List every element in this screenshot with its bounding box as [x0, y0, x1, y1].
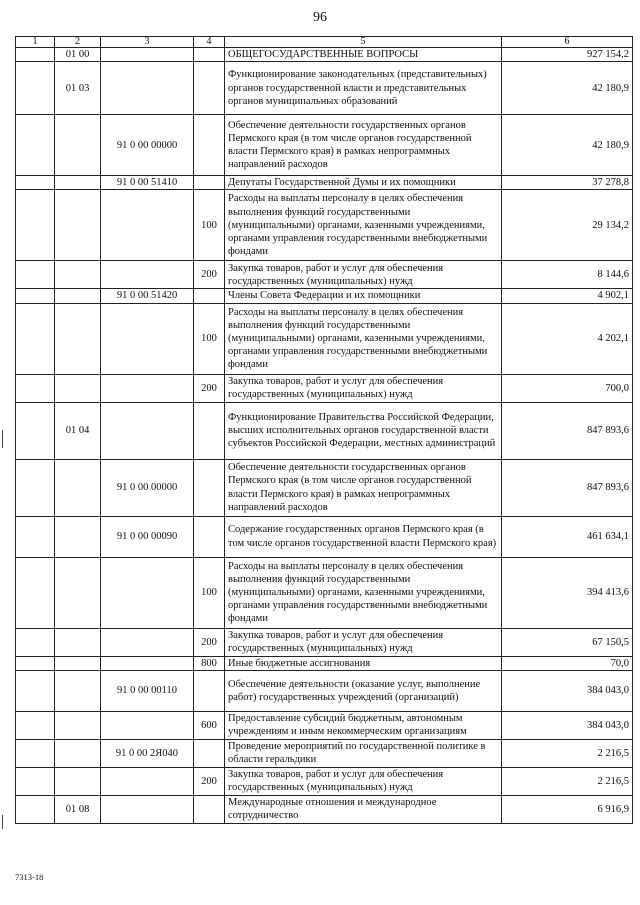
- target-article-cell: 91 0 00 00000: [101, 115, 194, 176]
- expense-type-cell: [194, 739, 225, 767]
- expense-type-cell: [194, 176, 225, 190]
- target-article-cell: 91 0 00 00090: [101, 516, 194, 557]
- expense-type-cell: [194, 62, 225, 115]
- table-row: [16, 656, 633, 670]
- description-cell: Функционирование законодательных (представительных) органов государственной власти и представительных органов муниципальных образований: [225, 62, 502, 115]
- expense-type-cell: 200: [194, 628, 225, 656]
- amount-cell: 37 278,8: [502, 176, 633, 190]
- description-cell: ОБЩЕГОСУДАРСТВЕННЫЕ ВОПРОСЫ: [225, 48, 502, 62]
- col1-cell: [16, 48, 55, 62]
- col1-cell: [16, 176, 55, 190]
- section-code-cell: [55, 303, 101, 374]
- target-article-cell: 91 0 00 51420: [101, 289, 194, 303]
- col1-cell: [16, 374, 55, 402]
- description-cell: Иные бюджетные ассигнования: [225, 656, 502, 670]
- description-cell: Обеспечение деятельности (оказание услуг, выполнение работ) государственных учреждений (организаций): [225, 670, 502, 711]
- description-cell: Закупка товаров, работ и услуг для обеспечения государственных (муниципальных) нужд: [225, 374, 502, 402]
- description-cell: Члены Совета Федерации и их помощники: [225, 289, 502, 303]
- col1-cell: [16, 62, 55, 115]
- table-header-row: [16, 37, 633, 48]
- description-cell: Расходы на выплаты персоналу в целях обеспечения выполнения функций государственными (муниципальными) органами, казенными учреждениями, органами управления государственными внебюджетными фондами: [225, 303, 502, 374]
- table-row: [16, 628, 633, 656]
- amount-cell: 70,0: [502, 656, 633, 670]
- col1-cell: [16, 711, 55, 739]
- expense-type-cell: [194, 516, 225, 557]
- table-row: [16, 670, 633, 711]
- expense-type-cell: 200: [194, 767, 225, 795]
- amount-cell: 700,0: [502, 374, 633, 402]
- description-cell: Закупка товаров, работ и услуг для обеспечения государственных (муниципальных) нужд: [225, 628, 502, 656]
- section-code-cell: 01 00: [55, 48, 101, 62]
- amount-cell: 4 902,1: [502, 289, 633, 303]
- expense-type-cell: 100: [194, 190, 225, 261]
- section-code-cell: 01 03: [55, 62, 101, 115]
- table-row: [16, 374, 633, 402]
- amount-cell: 2 216,5: [502, 767, 633, 795]
- description-cell: Депутаты Государственной Думы и их помощники: [225, 176, 502, 190]
- expense-type-cell: 600: [194, 711, 225, 739]
- target-article-cell: [101, 628, 194, 656]
- section-code-cell: [55, 190, 101, 261]
- section-code-cell: [55, 670, 101, 711]
- target-article-cell: [101, 557, 194, 628]
- expense-type-cell: [194, 670, 225, 711]
- section-code-cell: [55, 711, 101, 739]
- page-number: 96: [313, 10, 327, 25]
- col1-cell: [16, 402, 55, 459]
- table-row: [16, 767, 633, 795]
- expense-type-cell: 100: [194, 557, 225, 628]
- section-code-cell: [55, 374, 101, 402]
- description-cell: Содержание государственных органов Пермского края (в том числе органов государственной власти Пермского края): [225, 516, 502, 557]
- expense-type-cell: [194, 402, 225, 459]
- col1-cell: [16, 739, 55, 767]
- col1-cell: [16, 459, 55, 516]
- table-row: [16, 739, 633, 767]
- amount-cell: 29 134,2: [502, 190, 633, 261]
- description-cell: Обеспечение деятельности государственных органов Пермского края (в том числе органов государственной власти Пермского края) в рамках непрограммных направлений расходов: [225, 115, 502, 176]
- amount-cell: 847 893,6: [502, 459, 633, 516]
- column-header: 5: [225, 37, 502, 48]
- target-article-cell: 91 0 00 00000: [101, 459, 194, 516]
- col1-cell: [16, 767, 55, 795]
- section-code-cell: 01 08: [55, 795, 101, 823]
- expense-type-cell: [194, 115, 225, 176]
- expense-type-cell: [194, 289, 225, 303]
- target-article-cell: 91 0 00 51410: [101, 176, 194, 190]
- target-article-cell: [101, 190, 194, 261]
- description-cell: Закупка товаров, работ и услуг для обеспечения государственных (муниципальных) нужд: [225, 767, 502, 795]
- description-cell: Предоставление субсидий бюджетным, автономным учреждениям и иным некоммерческим организациям: [225, 711, 502, 739]
- description-cell: Функционирование Правительства Российской Федерации, высших исполнительных органов государственной власти субъектов Российской Федерации, местных администраций: [225, 402, 502, 459]
- section-code-cell: [55, 656, 101, 670]
- col1-cell: [16, 516, 55, 557]
- table-row: [16, 711, 633, 739]
- amount-cell: 461 634,1: [502, 516, 633, 557]
- col1-cell: [16, 557, 55, 628]
- amount-cell: 42 180,9: [502, 62, 633, 115]
- col1-cell: [16, 190, 55, 261]
- section-code-cell: [55, 459, 101, 516]
- table-row: [16, 48, 633, 62]
- section-code-cell: [55, 628, 101, 656]
- amount-cell: 4 202,1: [502, 303, 633, 374]
- section-code-cell: [55, 739, 101, 767]
- expense-type-cell: 800: [194, 656, 225, 670]
- col1-cell: [16, 261, 55, 289]
- target-article-cell: 91 0 00 2Я040: [101, 739, 194, 767]
- description-cell: Международные отношения и международное сотрудничество: [225, 795, 502, 823]
- table-row: [16, 62, 633, 115]
- expense-type-cell: [194, 48, 225, 62]
- col1-cell: [16, 795, 55, 823]
- amount-cell: 6 916,9: [502, 795, 633, 823]
- column-header: 3: [101, 37, 194, 48]
- description-cell: Проведение мероприятий по государственной политике в области геральдики: [225, 739, 502, 767]
- target-article-cell: [101, 374, 194, 402]
- expense-type-cell: [194, 459, 225, 516]
- section-code-cell: [55, 176, 101, 190]
- amount-cell: 8 144,6: [502, 261, 633, 289]
- column-header: 2: [55, 37, 101, 48]
- expense-type-cell: [194, 795, 225, 823]
- target-article-cell: 91 0 00 00110: [101, 670, 194, 711]
- table-row: [16, 402, 633, 459]
- section-code-cell: [55, 767, 101, 795]
- col1-cell: [16, 115, 55, 176]
- expense-type-cell: 200: [194, 374, 225, 402]
- col1-cell: [16, 303, 55, 374]
- table-row: [16, 261, 633, 289]
- table-row: [16, 516, 633, 557]
- target-article-cell: [101, 767, 194, 795]
- document-code: 7313-18: [15, 872, 44, 882]
- expense-type-cell: 200: [194, 261, 225, 289]
- table-row: [16, 459, 633, 516]
- budget-table: [15, 36, 633, 824]
- description-cell: Расходы на выплаты персоналу в целях обеспечения выполнения функций государственными (муниципальными) органами, казенными учреждениями, органами управления государственными внебюджетными фондами: [225, 190, 502, 261]
- table-row: [16, 190, 633, 261]
- column-header: 4: [194, 37, 225, 48]
- amount-cell: 67 150,5: [502, 628, 633, 656]
- scan-edge-mark: [2, 815, 3, 829]
- section-code-cell: [55, 261, 101, 289]
- target-article-cell: [101, 795, 194, 823]
- amount-cell: 927 154,2: [502, 48, 633, 62]
- target-article-cell: [101, 656, 194, 670]
- section-code-cell: [55, 289, 101, 303]
- expense-type-cell: 100: [194, 303, 225, 374]
- target-article-cell: [101, 402, 194, 459]
- table-row: [16, 557, 633, 628]
- target-article-cell: [101, 48, 194, 62]
- amount-cell: 2 216,5: [502, 739, 633, 767]
- section-code-cell: [55, 557, 101, 628]
- amount-cell: 384 043,0: [502, 670, 633, 711]
- amount-cell: 384 043,0: [502, 711, 633, 739]
- col1-cell: [16, 670, 55, 711]
- target-article-cell: [101, 261, 194, 289]
- col1-cell: [16, 289, 55, 303]
- section-code-cell: [55, 516, 101, 557]
- target-article-cell: [101, 303, 194, 374]
- target-article-cell: [101, 711, 194, 739]
- description-cell: Закупка товаров, работ и услуг для обеспечения государственных (муниципальных) нужд: [225, 261, 502, 289]
- table-row: [16, 303, 633, 374]
- col1-cell: [16, 628, 55, 656]
- target-article-cell: [101, 62, 194, 115]
- column-header: 1: [16, 37, 55, 48]
- description-cell: Обеспечение деятельности государственных органов Пермского края (в том числе органов государственной власти Пермского края) в рамках непрограммных направлений расходов: [225, 459, 502, 516]
- section-code-cell: [55, 115, 101, 176]
- section-code-cell: 01 04: [55, 402, 101, 459]
- amount-cell: 42 180,9: [502, 115, 633, 176]
- table-row: [16, 176, 633, 190]
- amount-cell: 394 413,6: [502, 557, 633, 628]
- col1-cell: [16, 656, 55, 670]
- column-header: 6: [502, 37, 633, 48]
- table-row: [16, 115, 633, 176]
- description-cell: Расходы на выплаты персоналу в целях обеспечения выполнения функций государственными (муниципальными) органами, казенными учреждениями, органами управления государственными внебюджетными фондами: [225, 557, 502, 628]
- amount-cell: 847 893,6: [502, 402, 633, 459]
- scan-edge-mark: [2, 430, 3, 448]
- table-row: [16, 289, 633, 303]
- table-row: [16, 795, 633, 823]
